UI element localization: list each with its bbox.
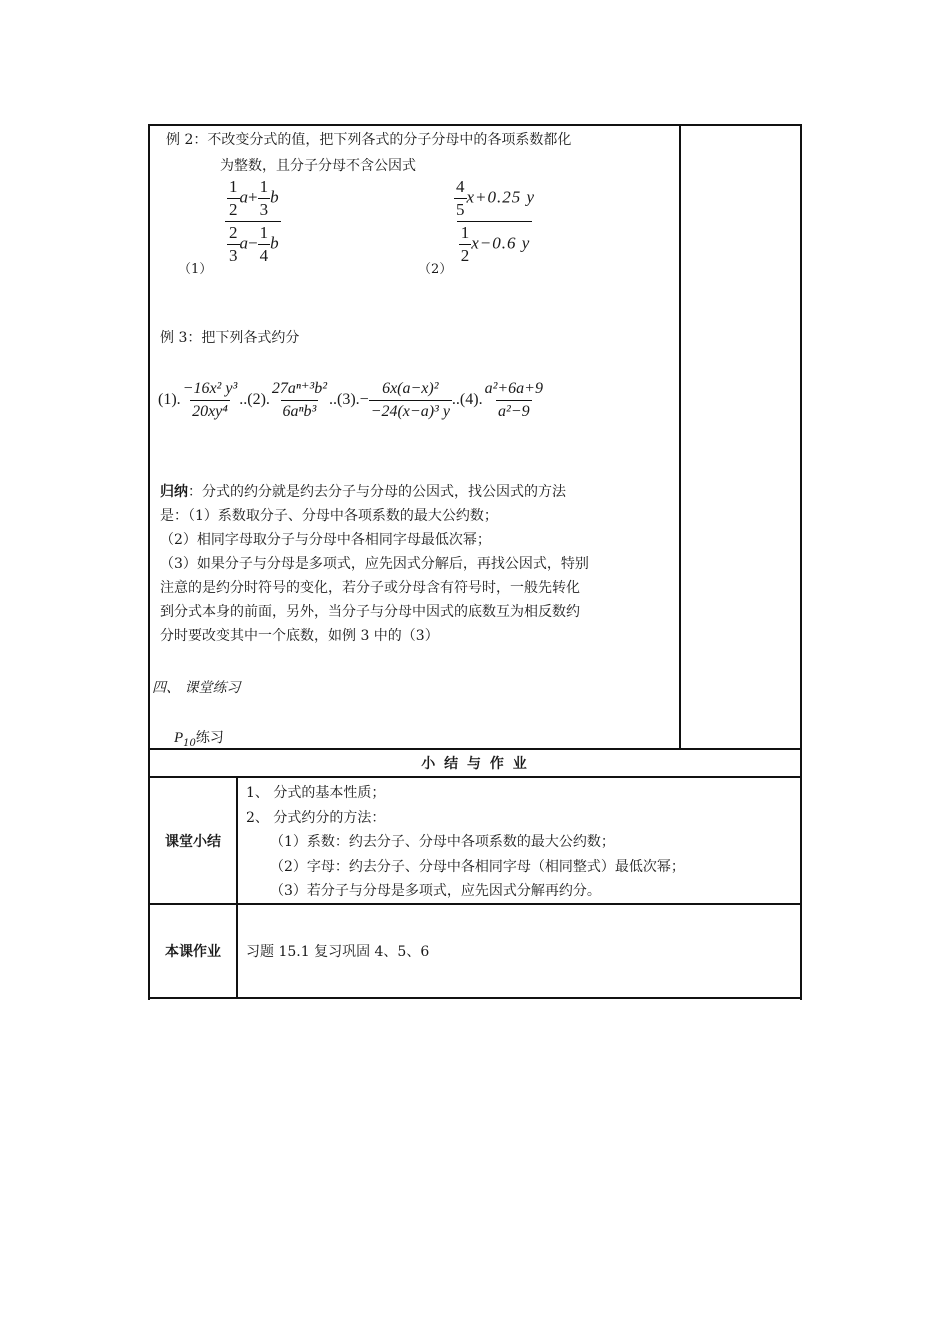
border-bottom (148, 997, 802, 999)
summary-item: （3）若分子与分母是多项式，应先因式分解再约分。 (270, 883, 601, 899)
header-top-divider (148, 748, 802, 750)
example2-label-1: （1） (178, 262, 213, 277)
border-top (148, 124, 802, 126)
example3-expressions: (1). $\frac{\text{−16x² y³}}{\text{20xy⁴}}$ ..(2). $\frac{\text{27aⁿ⁺³b²}}{\text{6aⁿb³}}$ ..(3).− $\frac{\text{6x(a−x)²}}{\text{−24(x−a)³ y}}$ ..(4). $\frac{\text{a²+6a+9}}{\text{a²−9}}$ (158, 378, 545, 423)
homework-row-label: 本课作业 (165, 944, 221, 960)
summary-item: 2、 分式约分的方法： (246, 809, 386, 826)
side-column-divider (679, 124, 681, 750)
summary-item: 1、 分式的基本性质； (246, 785, 386, 801)
example2-expression-2: $\frac{4}{5}$ x+0.25 y $\frac{1}{2}$ x−0.6 y (456, 177, 536, 265)
practice-line: $P_{10}$练习 (174, 730, 224, 749)
summary-paragraph: 归纳：分式的约分就是约去分子与分母的公因式，找公因式的方法 是：（1）系数取分子、分母中各项系数的最大公约数； （2）相同字母取分子与分母中各相同字母最低次幂； （3）如果分子与分母是多项式，应先因式分解后，再找公因式，特别 注意的是约分时符号的变化，若分子或分母含有符号时，一般先转化 到分式本身的前面，另外，当分子与分母中因式的底数互为相反数约 分时要改变其中一个底数，如例 3 中的（3） (160, 484, 589, 644)
header-bottom-divider (148, 776, 802, 778)
border-right (800, 124, 802, 1000)
border-left (148, 124, 150, 1000)
label-column-divider (236, 776, 238, 998)
section4-title: 四、 课堂练习 (152, 680, 241, 696)
example3-title: 例 3：把下列各式约分 (160, 330, 300, 346)
table-header: 小 结 与 作 业 (421, 756, 529, 772)
example2-line1: 例 2：不改变分式的值，把下列各式的分子分母中的各项系数都化 (166, 132, 572, 148)
example2-line2: 为整数，且分子分母不含公因式 (220, 158, 416, 174)
example2-label-2: （2） (418, 262, 453, 277)
summary-row-label: 课堂小结 (165, 834, 221, 850)
summary-item: （1）系数：约去分子、分母中各项系数的最大公约数； (270, 834, 615, 850)
summary-row-content (246, 781, 685, 904)
example2-expression-1: $\frac{1}{2}$ a+ $\frac{1}{3}$ b $\frac{2}{3}$ a− $\frac{1}{4}$ b (225, 176, 281, 267)
summary-label: 归纳 (160, 484, 188, 500)
homework-text: 习题 15.1 复习巩固 4、5、6 (246, 944, 430, 960)
summary-item: （2）字母：约去分子、分母中各相同字母（相同整式）最低次幂； (270, 858, 685, 875)
